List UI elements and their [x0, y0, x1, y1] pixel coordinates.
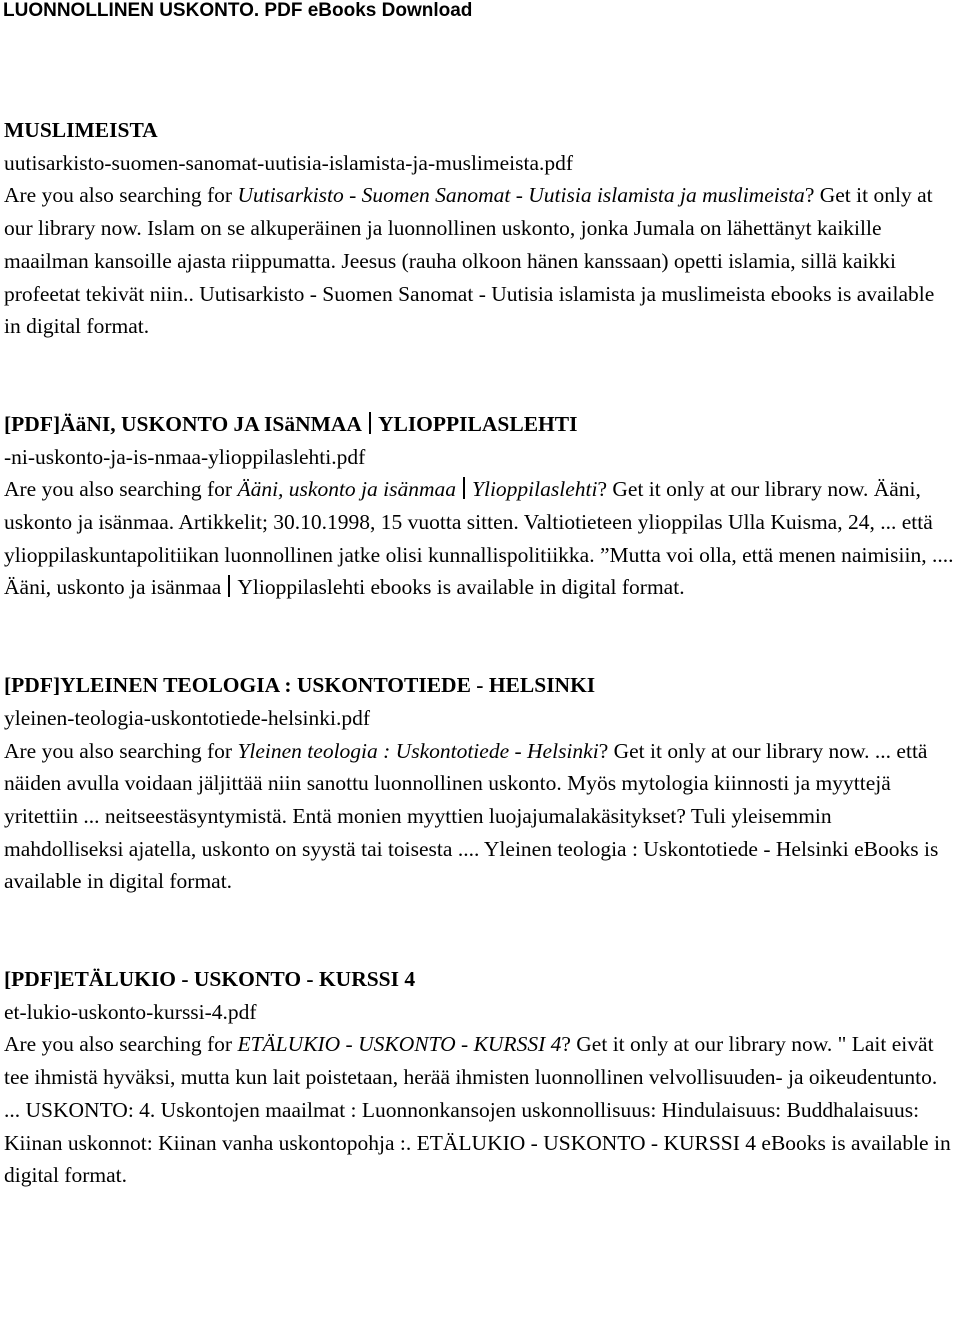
entry-description [4, 735, 956, 899]
site-header-title: LUONNOLLINEN USKONTO. PDF eBooks Download [3, 0, 473, 21]
entry-book-title: ETÄLUKIO - USKONTO - KURSSI 4 [237, 1032, 562, 1057]
entry-body-text-b: Ylioppilaslehti ebooks is available in digital format. [237, 575, 685, 600]
vertical-separator [228, 575, 230, 597]
entry-body-text: ? Get it only at our library now. ... että näiden avulla voidaan jäljittää niin sanottu luonnollinen uskonto. Myös mytologia kiinnosti ja myyttejä yritettiin ... neitseestäsyntymistä. Entä monien myyttien luojajumalakäsitykset? Tuli yleisemmin mahdolliseksi ajatella, uskonto on syystä tai toisesta .... Yleinen teologia : Uskontotiede - Helsinki eBooks is available in digital format. [4, 738, 939, 894]
entry-title: [PDF]ETÄLUKIO - USKONTO - KURSSI 4 [4, 967, 416, 992]
entry-lead-text: Are you also searching for [4, 183, 238, 208]
entry-book-title-b: Ylioppilaslehti [472, 477, 598, 502]
entry-description [4, 473, 956, 604]
ebook-entry-etalukio [4, 963, 956, 1192]
vertical-separator [369, 412, 371, 434]
entry-filename: yleinen-teologia-uskontotiede-helsinki.pdf [4, 705, 371, 730]
entry-book-title-a: Ääni, uskonto ja isänmaa [237, 477, 457, 502]
ebook-list [4, 114, 956, 1192]
entry-lead-text: Are you also searching for [4, 1032, 238, 1057]
ebook-entry-aani-uskonto [4, 408, 956, 604]
entry-filename: uutisarkisto-suomen-sanomat-uutisia-islamista-ja-muslimeista.pdf [4, 150, 574, 175]
entry-body-text: ? Get it only at our library now. " Lait eivät tee ihmistä hyväksi, mutta kun lait poistetaan, herää ihmisten luonnollinen velvollisuuden- ja oikeudentunto. ... USKONTO: 4. Uskontojen maailmat : Luonnonkansojen uskonnollisuus: Hindulaisuus: Buddhalaisuus: Kiinan uskonnot: Kiinan vanha uskontopohja :. ETÄLUKIO - USKONTO - KURSSI 4 eBooks is available in digital format. [4, 1032, 951, 1188]
entry-lead-text: Are you also searching for [4, 477, 238, 502]
entry-filename: -ni-uskonto-ja-is-nmaa-ylioppilaslehti.pdf [4, 444, 366, 469]
entry-lead-text: Are you also searching for [4, 738, 238, 763]
entry-body-text-a: ? Get it only at our library now. Ääni, uskonto ja isänmaa. Artikkelit; 30.10.1998, 15 vuotta sitten. Valtiotieteen ylioppilas Ulla Kuisma, 24, ... että ylioppilaskuntapolitiikan luonnollinen jatke olisi kunnallispolitiikka. ”Mutta voi olla, että menen naimisiin, .... Ääni, uskonto ja isänmaa [4, 477, 954, 600]
entry-description [4, 179, 956, 343]
ebook-entry-muslimeista [4, 114, 956, 343]
entry-book-title: Uutisarkisto - Suomen Sanomat - Uutisia islamista ja muslimeista [237, 183, 805, 208]
entry-title-part-b: YLIOPPILASLEHTI [377, 411, 578, 436]
entry-description [4, 1028, 956, 1192]
entry-title: MUSLIMEISTA [4, 118, 158, 142]
entry-body-text: ? Get it only at our library now. Islam on se alkuperäinen ja luonnollinen uskonto, jonka Jumala on lähettänyt kaikille maailman kansoille ajasta riippumatta. Jeesus (rauha olkoon hänen kanssaan) opetti islamia, sillä kaikki profeetat tekivät niin.. Uutisarkisto - Suomen Sanomat - Uutisia islamista ja muslimeista ebooks is available in digital format. [4, 183, 935, 339]
entry-filename: et-lukio-uskonto-kurssi-4.pdf [4, 999, 257, 1024]
entry-title-part-a: [PDF]ÄäNI, USKONTO JA ISäNMAA [4, 411, 362, 436]
ebook-entry-yleinen-teologia [4, 669, 956, 898]
entry-book-title: Yleinen teologia : Uskontotiede - Helsinki [237, 738, 599, 763]
entry-title [4, 408, 956, 441]
vertical-separator [463, 477, 465, 499]
entry-title: [PDF]YLEINEN TEOLOGIA : USKONTOTIEDE - HELSINKI [4, 673, 596, 698]
